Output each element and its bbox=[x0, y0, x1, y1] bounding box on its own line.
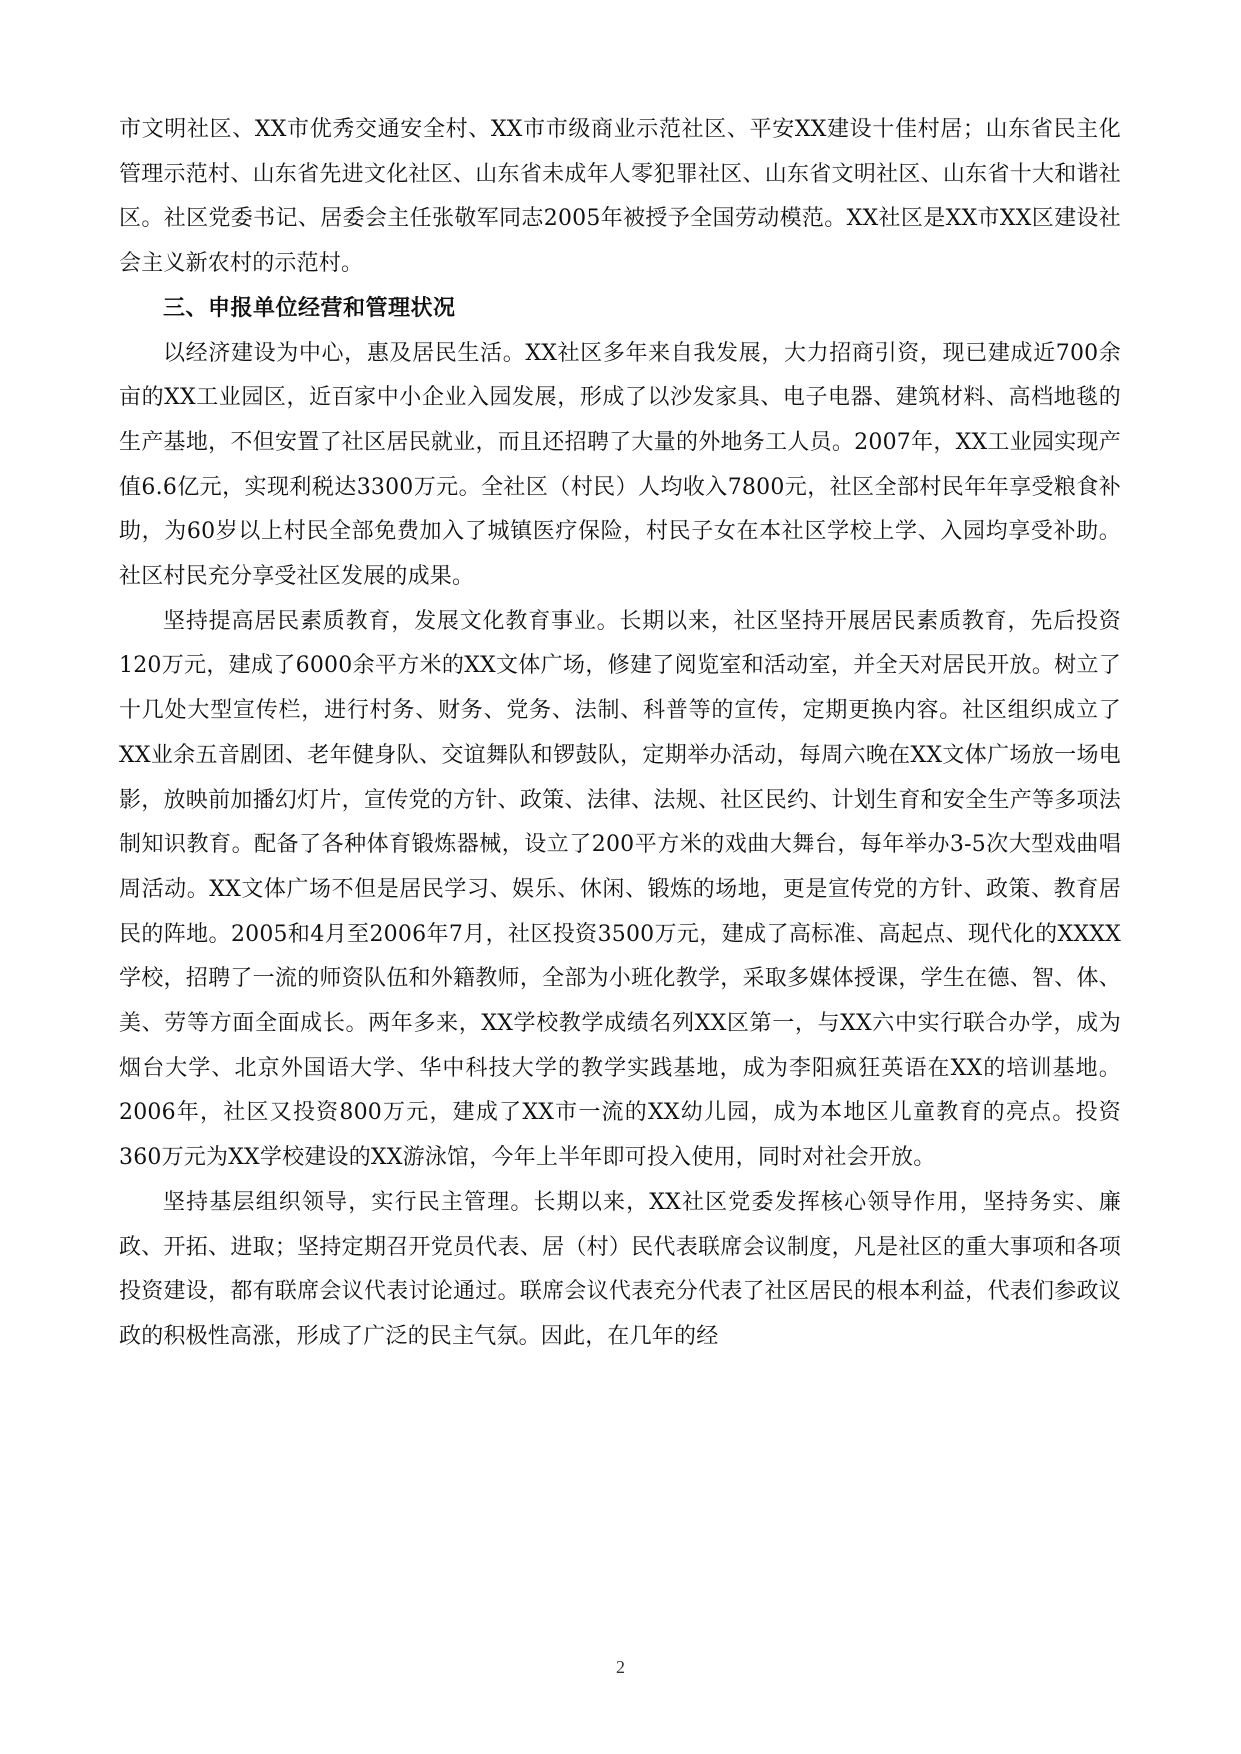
page-number: 2 bbox=[616, 1657, 625, 1677]
paragraph-economy: 以经济建设为中心，惠及居民生活。XX社区多年来自我发展，大力招商引资，现已建成近700余亩的XX工业园区，近百家中小企业入园发展，形成了以沙发家具、电子电器、建筑材料、高档地毯的生产基地，不但安置了社区居民就业，而且还招聘了大量的外地务工人员。2007年，XX工业园实现产值6.6亿元，实现利税达3300万元。全社区（村民）人均收入7800元，社区全部村民年年享受粮食补助，为60岁以上村民全部免费加入了城镇医疗保险，村民子女在本社区学校上学、入园均享受补助。社区村民充分享受社区发展的成果。 bbox=[119, 340, 1121, 590]
document-body bbox=[119, 108, 1121, 1360]
section-heading: 三、申报单位经营和管理状况 bbox=[163, 295, 456, 321]
paragraph-continued: 市文明社区、XX市优秀交通安全村、XX市市级商业示范社区、平安XX建设十佳村居；山东省民主化管理示范村、山东省先进文化社区、山东省未成年人零犯罪社区、山东省文明社区、山东省十大和谐社区。社区党委书记、居委会主任张敬军同志2005年被授予全国劳动模范。XX社区是XX市XX区建设社会主义新农村的示范村。 bbox=[119, 117, 1121, 277]
paragraph-democracy: 坚持基层组织领导，实行民主管理。长期以来，XX社区党委发挥核心领导作用，坚持务实、廉政、开拓、进取；坚持定期召开党员代表、居（村）民代表联席会议制度，凡是社区的重大事项和各项投资建设，都有联席会议代表讨论通过。联席会议代表充分代表了社区居民的根本利益，代表们参政议政的积极性高涨，形成了广泛的民主气氛。因此，在几年的经 bbox=[119, 1189, 1121, 1349]
paragraph-education: 坚持提高居民素质教育，发展文化教育事业。长期以来，社区坚持开展居民素质教育，先后投资120万元，建成了6000余平方米的XX文体广场，修建了阅览室和活动室，并全天对居民开放。树立了十几处大型宣传栏，进行村务、财务、党务、法制、科普等的宣传，定期更换内容。社区组织成立了XX业余五音剧团、老年健身队、交谊舞队和锣鼓队，定期举办活动，每周六晚在XX文体广场放一场电影，放映前加播幻灯片，宣传党的方针、政策、法律、法规、社区民约、计划生育和安全生产等多项法制知识教育。配备了各种体育锻炼器械，设立了200平方米的戏曲大舞台，每年举办3-5次大型戏曲唱周活动。XX文体广场不但是居民学习、娱乐、休闲、锻炼的场地，更是宣传党的方针、政策、教育居民的阵地。2005和4月至2006年7月，社区投资3500万元，建成了高标准、高起点、现代化的XXXX学校，招聘了一流的师资队伍和外籍教师，全部为小班化教学，采取多媒体授课，学生在德、智、体、美、劳等方面全面成长。两年多来，XX学校教学成绩名列XX区第一，与XX六中实行联合办学，成为烟台大学、北京外国语大学、华中科技大学的教学实践基地，成为李阳疯狂英语在XX的培训基地。2006年，社区又投资800万元，建成了XX市一流的XX幼儿园，成为本地区儿童教育的亮点。投资360万元为XX学校建设的XX游泳馆，今年上半年即可投入使用，同时对社会开放。 bbox=[119, 608, 1121, 1171]
